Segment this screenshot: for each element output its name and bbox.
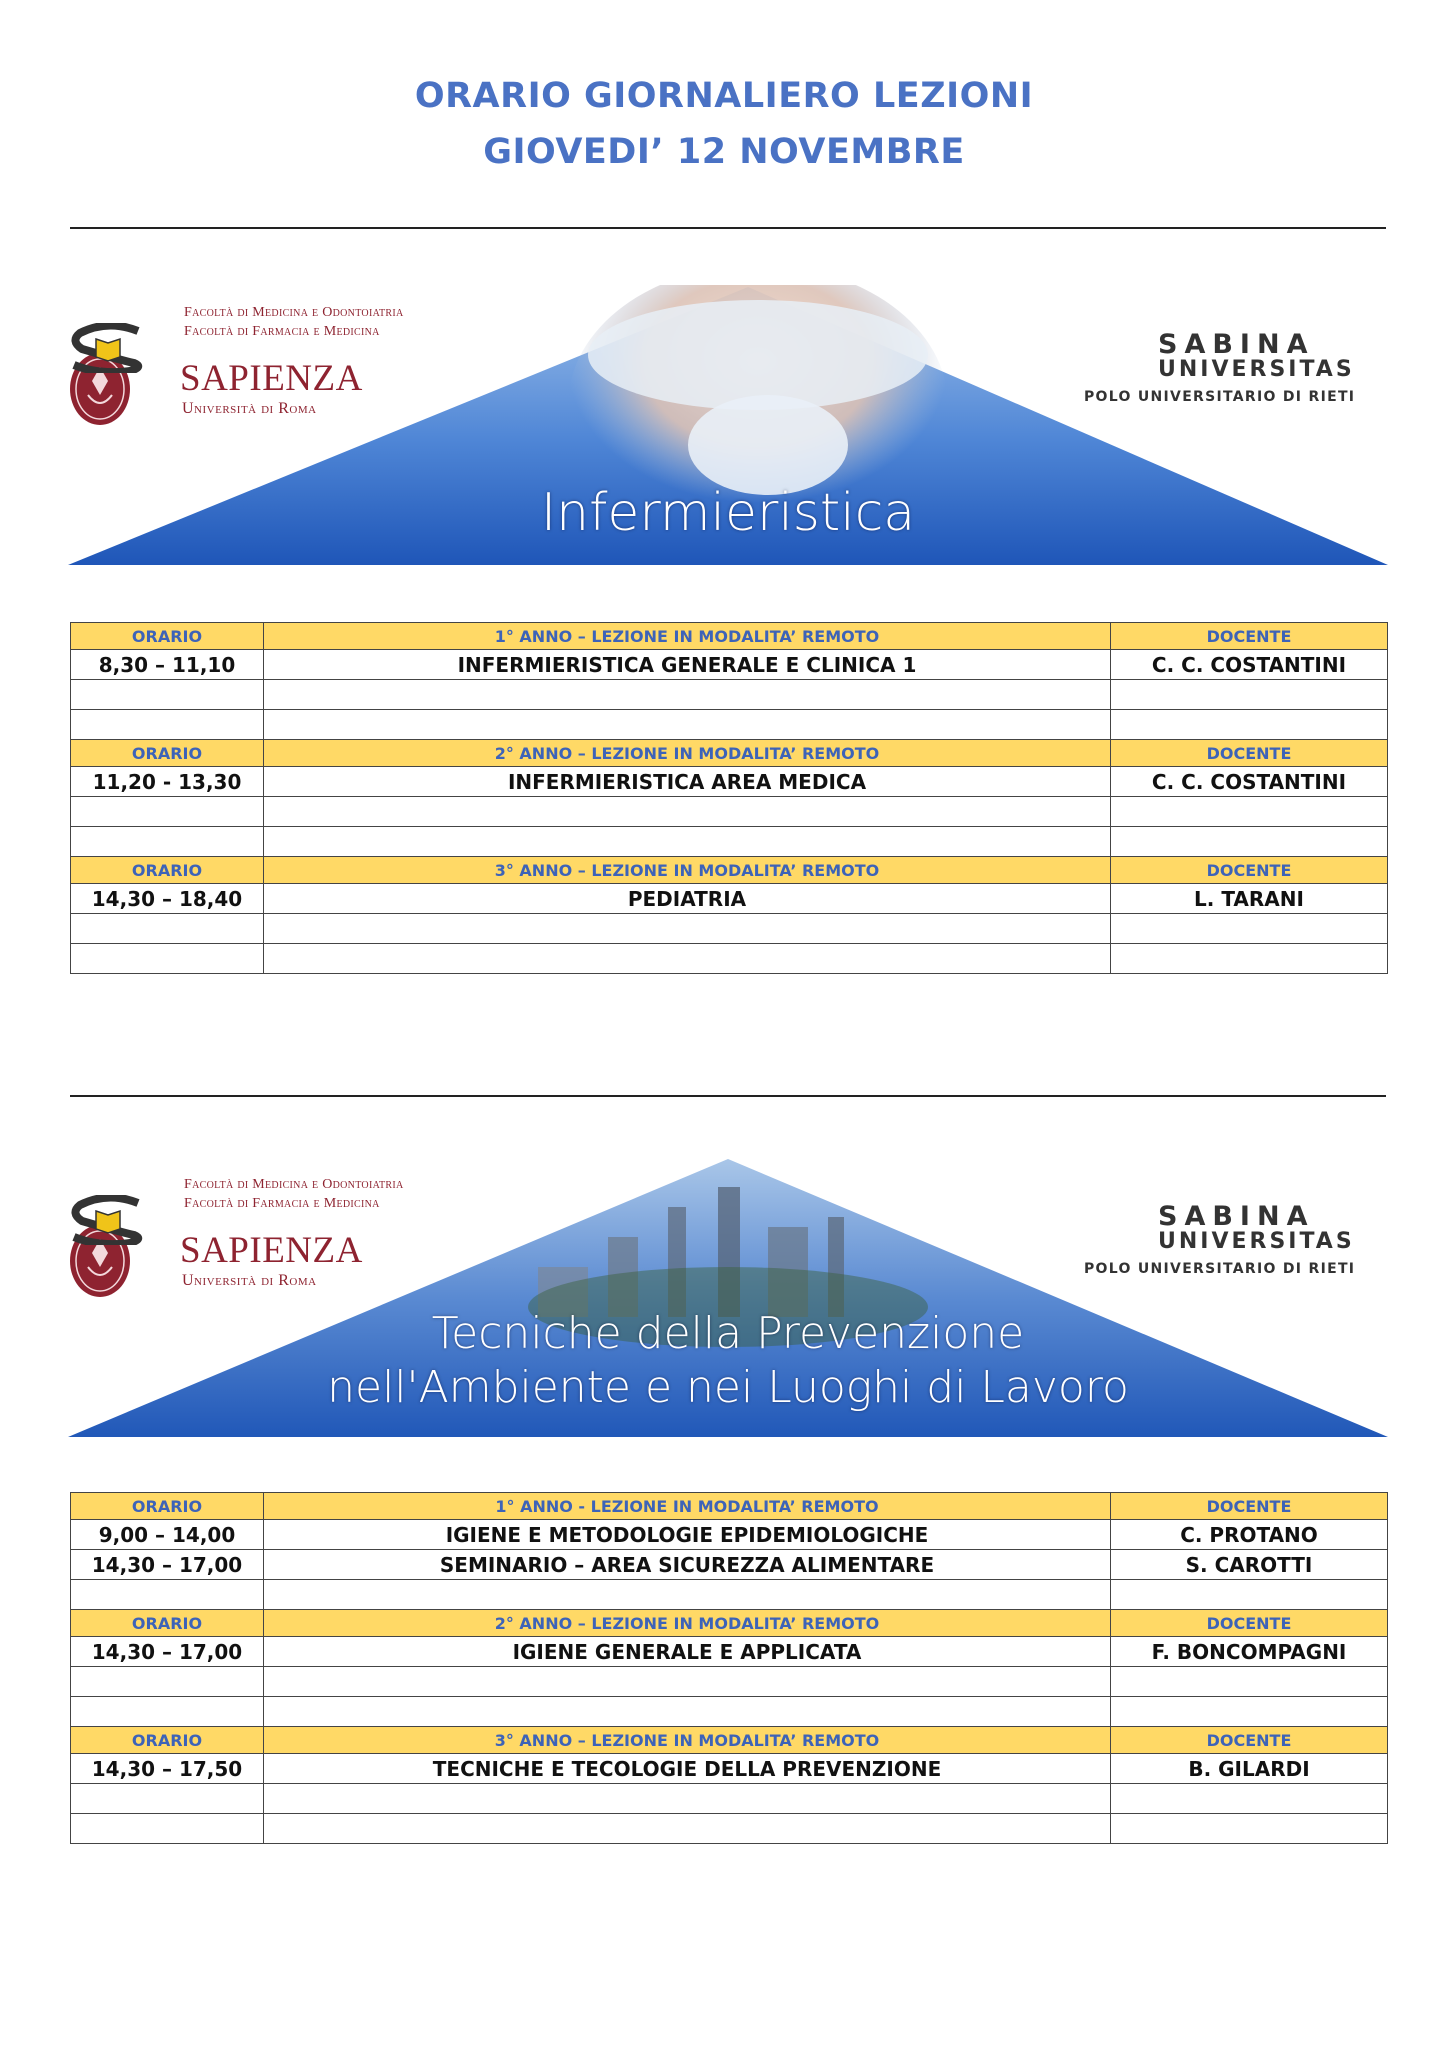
course-title-line: Tecniche della Prevenzione bbox=[431, 1308, 1025, 1359]
cell-docente bbox=[1111, 827, 1388, 857]
table-row bbox=[71, 884, 1388, 914]
cell-docente bbox=[1111, 944, 1388, 974]
cell-lezione: INFERMIERISTICA GENERALE E CLINICA 1 bbox=[264, 650, 1111, 680]
cell-orario: 9,00 – 14,00 bbox=[71, 1520, 264, 1550]
cell-docente: C. C. COSTANTINI bbox=[1111, 650, 1388, 680]
cell-lezione bbox=[264, 827, 1111, 857]
table-row bbox=[71, 914, 1388, 944]
header-docente: DOCENTE bbox=[1111, 1610, 1388, 1637]
table-header-row bbox=[71, 1610, 1388, 1637]
sabina-universitas: UNIVERSITAS bbox=[1158, 357, 1355, 382]
table-row bbox=[71, 1754, 1388, 1784]
cell-orario: 14,30 – 17,00 bbox=[71, 1637, 264, 1667]
cell-docente bbox=[1111, 1784, 1388, 1814]
header-year: 3° ANNO – LEZIONE IN MODALITA’ REMOTO bbox=[264, 857, 1111, 884]
cell-orario: 8,30 – 11,10 bbox=[71, 650, 264, 680]
sabina-book-logo-icon bbox=[68, 323, 148, 373]
cell-lezione bbox=[264, 914, 1111, 944]
divider-middle bbox=[70, 1095, 1386, 1097]
table-header-row bbox=[71, 857, 1388, 884]
schedule-table-infermieristica bbox=[70, 622, 1388, 974]
sabina-name: SABINA bbox=[1158, 1201, 1315, 1232]
schedule-table-tecniche-prevenzione bbox=[70, 1492, 1388, 1844]
table-row bbox=[71, 944, 1388, 974]
table-row bbox=[71, 680, 1388, 710]
cell-orario bbox=[71, 1784, 264, 1814]
cell-orario bbox=[71, 710, 264, 740]
sapienza-sub: Università di Roma bbox=[182, 400, 317, 417]
page-title-line2: GIOVEDI’ 12 NOVEMBRE bbox=[483, 132, 965, 172]
table-header-row bbox=[71, 1493, 1388, 1520]
cell-lezione bbox=[264, 1667, 1111, 1697]
header-docente: DOCENTE bbox=[1111, 1493, 1388, 1520]
cell-docente bbox=[1111, 1697, 1388, 1727]
cell-orario: 14,30 – 17,50 bbox=[71, 1754, 264, 1784]
faculty-line1: Facoltà di Medicina e Odontoiatria bbox=[184, 1177, 404, 1192]
table-row bbox=[71, 650, 1388, 680]
table-row bbox=[71, 1550, 1388, 1580]
cell-orario: 14,30 – 18,40 bbox=[71, 884, 264, 914]
header-year: 2° ANNO – LEZIONE IN MODALITA’ REMOTO bbox=[264, 740, 1111, 767]
cell-lezione bbox=[264, 1784, 1111, 1814]
header-orario: ORARIO bbox=[71, 1610, 264, 1637]
header-orario: ORARIO bbox=[71, 740, 264, 767]
cell-docente bbox=[1111, 1580, 1388, 1610]
cell-lezione bbox=[264, 944, 1111, 974]
header-year: 3° ANNO – LEZIONE IN MODALITA’ REMOTO bbox=[264, 1727, 1111, 1754]
cell-lezione: PEDIATRIA bbox=[264, 884, 1111, 914]
header-docente: DOCENTE bbox=[1111, 740, 1388, 767]
cell-orario bbox=[71, 1697, 264, 1727]
cell-lezione: INFERMIERISTICA AREA MEDICA bbox=[264, 767, 1111, 797]
cell-lezione bbox=[264, 1814, 1111, 1844]
table-header-row bbox=[71, 623, 1388, 650]
cell-orario bbox=[71, 944, 264, 974]
table-row bbox=[71, 710, 1388, 740]
cell-orario bbox=[71, 797, 264, 827]
table-row bbox=[71, 1520, 1388, 1550]
cell-orario bbox=[71, 680, 264, 710]
cell-docente: S. CAROTTI bbox=[1111, 1550, 1388, 1580]
table-row bbox=[71, 1667, 1388, 1697]
sapienza-name: SAPIENZA bbox=[180, 358, 363, 399]
faculty-line1: Facoltà di Medicina e Odontoiatria bbox=[184, 305, 404, 320]
cell-docente: C. C. COSTANTINI bbox=[1111, 767, 1388, 797]
cell-lezione bbox=[264, 710, 1111, 740]
cell-orario bbox=[71, 914, 264, 944]
cell-lezione bbox=[264, 1580, 1111, 1610]
table-row bbox=[71, 797, 1388, 827]
sabina-name: SABINA bbox=[1158, 329, 1315, 360]
header-docente: DOCENTE bbox=[1111, 857, 1388, 884]
header-year: 1° ANNO – LEZIONE IN MODALITA’ REMOTO bbox=[264, 623, 1111, 650]
header-year: 2° ANNO – LEZIONE IN MODALITA’ REMOTO bbox=[264, 1610, 1111, 1637]
cell-lezione: IGIENE GENERALE E APPLICATA bbox=[264, 1637, 1111, 1667]
cell-lezione: IGIENE E METODOLOGIE EPIDEMIOLOGICHE bbox=[264, 1520, 1111, 1550]
banner-infermieristica bbox=[68, 285, 1388, 570]
cell-orario bbox=[71, 1667, 264, 1697]
cell-orario bbox=[71, 1814, 264, 1844]
cell-lezione bbox=[264, 797, 1111, 827]
banner-tecniche-prevenzione bbox=[68, 1157, 1388, 1442]
header-orario: ORARIO bbox=[71, 1727, 264, 1754]
sapienza-name: SAPIENZA bbox=[180, 1230, 363, 1271]
page-title-line1: ORARIO GIORNALIERO LEZIONI bbox=[414, 76, 1034, 116]
cell-lezione bbox=[264, 1697, 1111, 1727]
cell-lezione: TECNICHE E TECOLOGIE DELLA PREVENZIONE bbox=[264, 1754, 1111, 1784]
faculty-line2: Facoltà di Farmacia e Medicina bbox=[184, 324, 380, 339]
table-row bbox=[71, 1784, 1388, 1814]
table-header-row bbox=[71, 740, 1388, 767]
cell-docente bbox=[1111, 1814, 1388, 1844]
sabina-book-logo-icon bbox=[68, 1195, 148, 1245]
course-title bbox=[68, 1307, 1388, 1415]
divider-top bbox=[70, 227, 1386, 229]
table-row bbox=[71, 827, 1388, 857]
header-orario: ORARIO bbox=[71, 1493, 264, 1520]
cell-docente: L. TARANI bbox=[1111, 884, 1388, 914]
cell-docente bbox=[1111, 680, 1388, 710]
header-docente: DOCENTE bbox=[1111, 623, 1388, 650]
sapienza-sub: Università di Roma bbox=[182, 1272, 317, 1289]
cell-docente: C. PROTANO bbox=[1111, 1520, 1388, 1550]
cell-docente: F. BONCOMPAGNI bbox=[1111, 1637, 1388, 1667]
cell-docente: B. GILARDI bbox=[1111, 1754, 1388, 1784]
faculty-line2: Facoltà di Farmacia e Medicina bbox=[184, 1196, 380, 1211]
header-orario: ORARIO bbox=[71, 857, 264, 884]
course-title-line: Infermieristica bbox=[540, 483, 916, 543]
cell-docente bbox=[1111, 1667, 1388, 1697]
table-row bbox=[71, 1814, 1388, 1844]
sabina-polo: POLO UNIVERSITARIO DI RIETI bbox=[1084, 1261, 1356, 1277]
table-row bbox=[71, 1637, 1388, 1667]
cell-lezione: SEMINARIO – AREA SICUREZZA ALIMENTARE bbox=[264, 1550, 1111, 1580]
table-header-row bbox=[71, 1727, 1388, 1754]
table-row bbox=[71, 767, 1388, 797]
cell-orario bbox=[71, 827, 264, 857]
table-row bbox=[71, 1697, 1388, 1727]
cell-docente bbox=[1111, 797, 1388, 827]
course-title bbox=[68, 483, 1388, 543]
course-title-line: nell'Ambiente e nei Luoghi di Lavoro bbox=[327, 1362, 1129, 1413]
sabina-universitas: UNIVERSITAS bbox=[1158, 1229, 1355, 1254]
cell-orario: 14,30 – 17,00 bbox=[71, 1550, 264, 1580]
cell-docente bbox=[1111, 914, 1388, 944]
cell-docente bbox=[1111, 710, 1388, 740]
header-year: 1° ANNO - LEZIONE IN MODALITA’ REMOTO bbox=[264, 1493, 1111, 1520]
header-docente: DOCENTE bbox=[1111, 1727, 1388, 1754]
cell-orario: 11,20 - 13,30 bbox=[71, 767, 264, 797]
table-row bbox=[71, 1580, 1388, 1610]
cell-lezione bbox=[264, 680, 1111, 710]
sabina-polo: POLO UNIVERSITARIO DI RIETI bbox=[1084, 389, 1356, 405]
header-orario: ORARIO bbox=[71, 623, 264, 650]
cell-orario bbox=[71, 1580, 264, 1610]
